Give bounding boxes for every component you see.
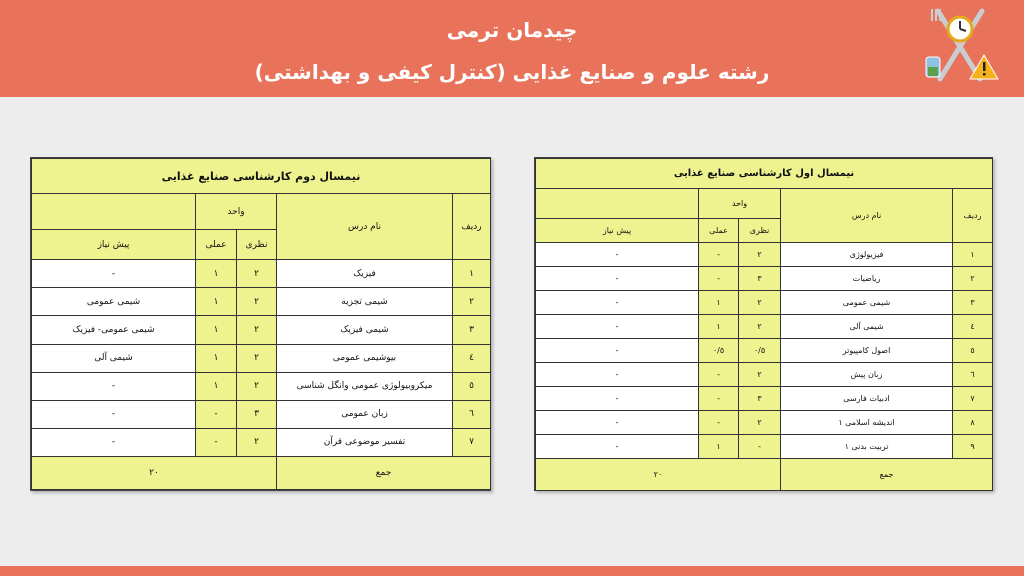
table-row xyxy=(32,260,491,288)
prerequisite: شیمی آلی xyxy=(32,344,196,372)
prerequisite: - xyxy=(32,400,196,428)
table-row xyxy=(536,339,993,363)
row-number: ٧ xyxy=(953,387,993,411)
row-number: ٩ xyxy=(953,435,993,459)
theory-units: ٢ xyxy=(237,288,277,316)
row-number: ٢ xyxy=(453,288,491,316)
table-row xyxy=(536,267,993,291)
practical-units: ١ xyxy=(699,435,739,459)
course-name: بیوشیمی عمومی xyxy=(277,344,453,372)
practical-units: - xyxy=(699,267,739,291)
table-row xyxy=(536,243,993,267)
col-row-number: ردیف xyxy=(953,189,993,243)
theory-units: ٢ xyxy=(237,372,277,400)
course-name: شیمی آلی xyxy=(781,315,953,339)
col-practical: عملی xyxy=(699,219,739,243)
theory-units: ٢ xyxy=(739,315,781,339)
practical-units: ١ xyxy=(196,344,237,372)
course-name: تربیت بدنی ١ xyxy=(781,435,953,459)
practical-units: ١ xyxy=(699,291,739,315)
footer-bar xyxy=(0,566,1024,576)
practical-units: - xyxy=(196,400,237,428)
prerequisite: - xyxy=(536,291,699,315)
course-name: شیمی فیزیک xyxy=(277,316,453,344)
table-row xyxy=(32,344,491,372)
course-name: شیمی تجزیه xyxy=(277,288,453,316)
utensils-clock-icon xyxy=(920,5,1000,85)
page-title: چیدمان ترمی xyxy=(446,18,578,42)
prerequisite: - xyxy=(536,315,699,339)
table-row xyxy=(536,363,993,387)
course-name: فیزیولوژی xyxy=(781,243,953,267)
theory-units: ٢ xyxy=(739,243,781,267)
practical-units: - xyxy=(699,363,739,387)
course-name: فیزیک xyxy=(277,260,453,288)
table-row xyxy=(536,291,993,315)
semester2-panel xyxy=(30,157,491,491)
table-row xyxy=(536,411,993,435)
practical-units: - xyxy=(699,243,739,267)
row-number: ٤ xyxy=(453,344,491,372)
theory-units: ٣ xyxy=(739,267,781,291)
theory-units: ٢ xyxy=(237,260,277,288)
total-label: جمع xyxy=(277,456,491,489)
theory-units: ٢ xyxy=(739,363,781,387)
col-course-name: نام درس xyxy=(781,189,953,243)
col-units: واحد xyxy=(196,194,277,230)
theory-units: ٢ xyxy=(739,411,781,435)
total-value: ٢٠ xyxy=(536,459,781,491)
course-name: میکروبیولوژی عمومی وانگل شناسی xyxy=(277,372,453,400)
prerequisite: - xyxy=(536,243,699,267)
practical-units: ١ xyxy=(196,260,237,288)
row-number: ٣ xyxy=(453,316,491,344)
row-number: ٥ xyxy=(453,372,491,400)
practical-units: ١ xyxy=(699,315,739,339)
row-number: ٤ xyxy=(953,315,993,339)
row-number: ٢ xyxy=(953,267,993,291)
theory-units: ٢ xyxy=(237,428,277,456)
col-prerequisite: پیش نیاز xyxy=(32,230,196,260)
row-number: ٣ xyxy=(953,291,993,315)
course-name: زبان عمومی xyxy=(277,400,453,428)
table-row xyxy=(32,288,491,316)
table-row xyxy=(536,387,993,411)
table-row xyxy=(32,372,491,400)
prerequisite: - xyxy=(32,428,196,456)
header-empty-cell xyxy=(536,189,699,219)
prerequisite: شیمی عمومی- فیزیک xyxy=(32,316,196,344)
col-row-number: ردیف xyxy=(453,194,491,260)
course-name: اندیشه اسلامی ١ xyxy=(781,411,953,435)
col-practical: عملی xyxy=(196,230,237,260)
col-course-name: نام درس xyxy=(277,194,453,260)
table-row xyxy=(536,315,993,339)
prerequisite: - xyxy=(536,267,699,291)
theory-units: - xyxy=(739,435,781,459)
practical-units: ١ xyxy=(196,372,237,400)
prerequisite: - xyxy=(536,363,699,387)
prerequisite: شیمی عمومی xyxy=(32,288,196,316)
practical-units: ١ xyxy=(196,316,237,344)
prerequisite: - xyxy=(536,387,699,411)
practical-units: ٠/٥ xyxy=(699,339,739,363)
row-number: ٧ xyxy=(453,428,491,456)
practical-units: - xyxy=(699,411,739,435)
prerequisite: - xyxy=(32,372,196,400)
semester1-table xyxy=(535,158,993,491)
theory-units: ٢ xyxy=(237,316,277,344)
course-name: ریاضیات xyxy=(781,267,953,291)
table-row xyxy=(536,435,993,459)
prerequisite: - xyxy=(536,411,699,435)
col-theory: نظری xyxy=(739,219,781,243)
row-number: ٦ xyxy=(453,400,491,428)
col-prerequisite: پیش نیاز xyxy=(536,219,699,243)
semester2-table xyxy=(31,158,491,490)
header-bar xyxy=(0,0,1024,97)
theory-units: ٣ xyxy=(237,400,277,428)
course-name: اصول کامپیوتر xyxy=(781,339,953,363)
total-label: جمع xyxy=(781,459,993,491)
row-number: ١ xyxy=(453,260,491,288)
total-value: ٢٠ xyxy=(32,456,277,489)
theory-units: ٢ xyxy=(739,291,781,315)
header-empty-cell xyxy=(32,194,196,230)
row-number: ٦ xyxy=(953,363,993,387)
practical-units: - xyxy=(699,387,739,411)
practical-units: ١ xyxy=(196,288,237,316)
semester2-title: نیمسال دوم کارشناسی صنایع غذایی xyxy=(32,159,491,194)
table-row xyxy=(32,316,491,344)
course-name: ادبیات فارسی xyxy=(781,387,953,411)
practical-units: - xyxy=(196,428,237,456)
course-name: تفسیر موضوعی قرآن xyxy=(277,428,453,456)
col-units: واحد xyxy=(699,189,781,219)
row-number: ١ xyxy=(953,243,993,267)
row-number: ٨ xyxy=(953,411,993,435)
theory-units: ٢ xyxy=(237,344,277,372)
theory-units: ٣ xyxy=(739,387,781,411)
semester1-panel xyxy=(534,157,993,491)
course-name: زبان پیش xyxy=(781,363,953,387)
col-theory: نظری xyxy=(237,230,277,260)
row-number: ٥ xyxy=(953,339,993,363)
course-name: شیمی عمومی xyxy=(781,291,953,315)
page-subtitle: رشته علوم و صنایع غذایی (کنترل کیفی و بهداشتی) xyxy=(254,60,770,84)
prerequisite: - xyxy=(32,260,196,288)
table-row xyxy=(32,428,491,456)
semester1-title: نیمسال اول کارشناسی صنایع غذایی xyxy=(536,159,993,189)
theory-units: ٠/٥ xyxy=(739,339,781,363)
table-row xyxy=(32,400,491,428)
prerequisite: - xyxy=(536,435,699,459)
prerequisite: - xyxy=(536,339,699,363)
